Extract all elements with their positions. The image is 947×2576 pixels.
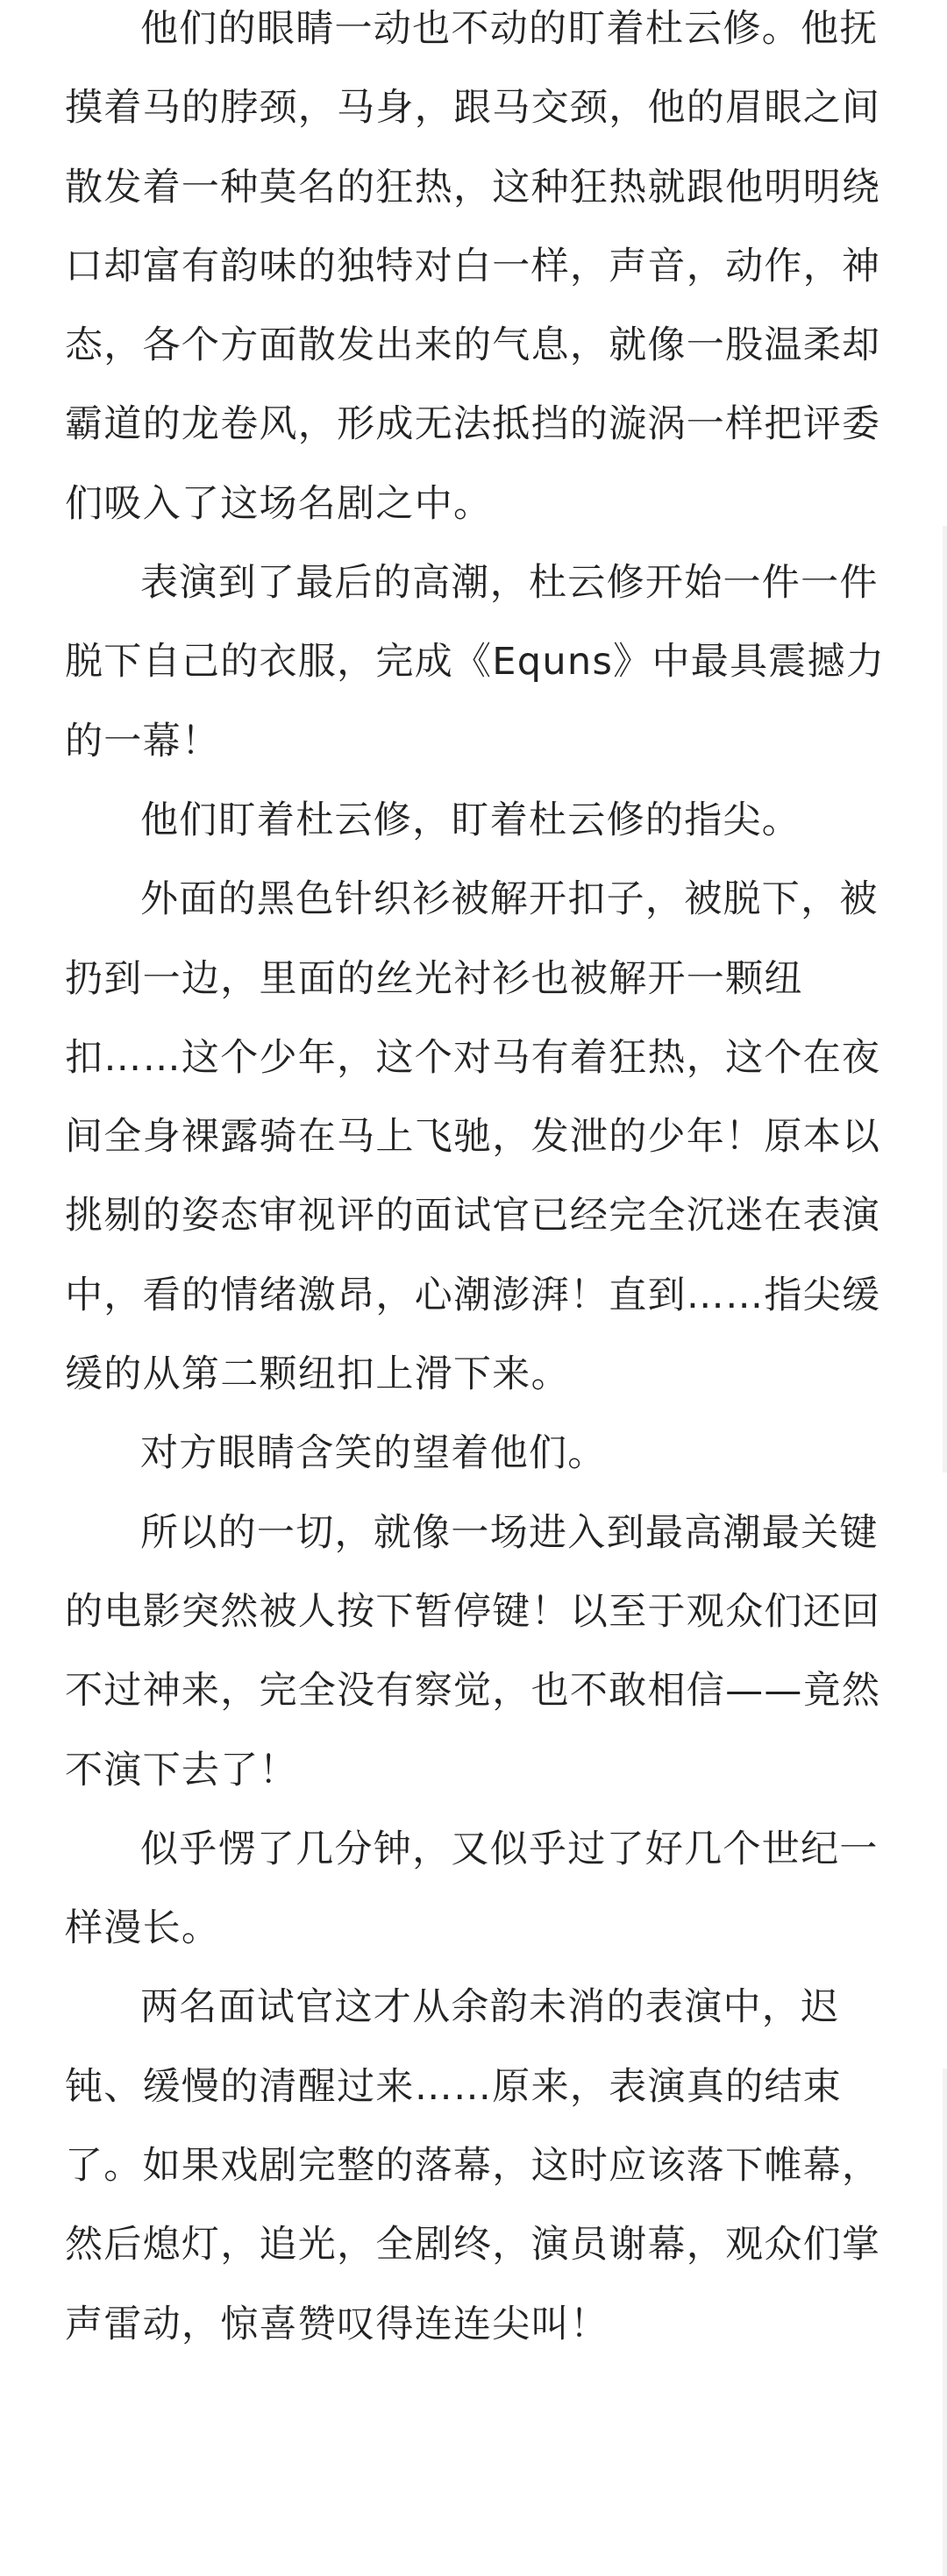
paragraph: 似乎愣了几分钟，又似乎过了好几个世纪一样漫长。	[65, 1827, 879, 1951]
scrollbar-track[interactable]	[943, 2069, 947, 2576]
paragraph: 两名面试官这才从余韵未消的表演中，迟钝、缓慢的清醒过来……原来，表演真的结束了。如果戏剧完整的落幕，这时应该落下帷幕，然后熄灯，追光，全剧终，演员谢幕，观众们掌声雷动，惊喜赞叹得连连尖叫！	[65, 1985, 881, 2346]
paragraph: 他们盯着杜云修，盯着杜云修的指尖。	[140, 798, 801, 842]
paragraph: 所以的一切，就像一场进入到最高潮最关键的电影突然被人按下暂停键！以至于观众们还回不过神来，完全没有察觉，也不敢相信——竟然不演下去了！	[65, 1510, 881, 1792]
chapter-text	[65, 0, 889, 2364]
paragraph: 外面的黑色针织衫被解开扣子，被脱下，被扔到一边，里面的丝光衬衫也被解开一颗纽扣……这个少年，这个对马有着狂热，这个在夜间全身裸露骑在马上飞驰，发泄的少年！原本以挑剔的姿态审视评的面试官已经完全沉迷在表演中，看的情绪激昂，心潮澎湃！直到……指尖缓缓的从第二颗纽扣上滑下来。	[65, 877, 881, 1397]
paragraph: 对方眼睛含笑的望着他们。	[140, 1431, 607, 1476]
paragraph: 他们的眼睛一动也不动的盯着杜云修。他抚摸着马的脖颈，马身，跟马交颈，他的眉眼之间散发着一种莫名的狂热，这种狂热就跟他明明绕口却富有韵味的独特对白一样，声音，动作，神态，各个方面散发出来的气息，就像一股温柔却霸道的龙卷风，形成无法抵挡的漩涡一样把评委们吸入了这场名剧之中。	[65, 7, 881, 526]
scrollbar-track[interactable]	[943, 526, 947, 1473]
paragraph: 表演到了最后的高潮，杜云修开始一件一件脱下自己的衣服，完成《Equns》中最具震撼力的一幕！	[65, 561, 886, 763]
